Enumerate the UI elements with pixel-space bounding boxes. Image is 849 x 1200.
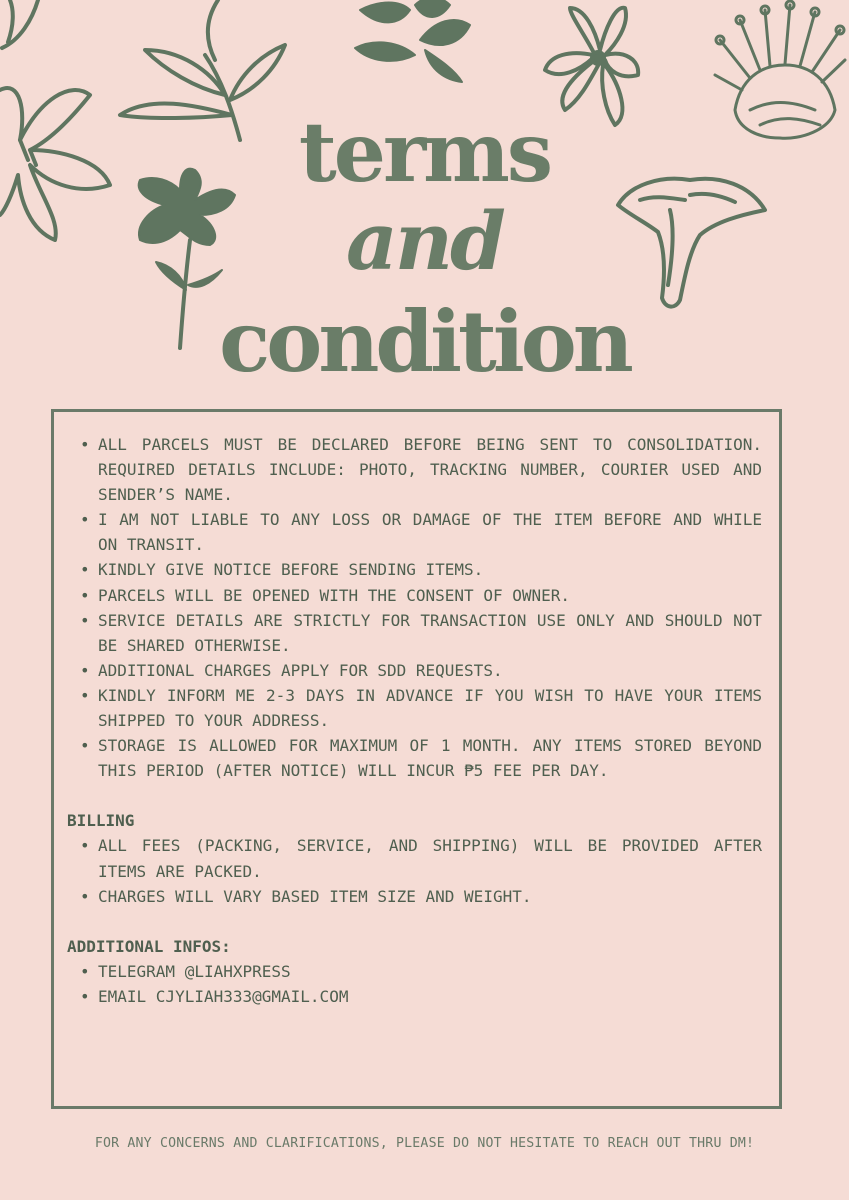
terms-content — [67, 432, 762, 1009]
leaf-icon — [2, 0, 38, 48]
list-item: • CHARGES WILL VARY BASED ITEM SIZE AND WEIGHT. — [67, 884, 762, 909]
list-item: • STORAGE IS ALLOWED FOR MAXIMUM OF 1 MONTH. ANY ITEMS STORED BEYOND THIS PERIOD (AFTER NOTICE) WILL INCUR ₱5 FEE PER DAY. — [67, 733, 762, 783]
list-item: • ALL PARCELS MUST BE DECLARED BEFORE BEING SENT TO CONSOLIDATION. REQUIRED DETAILS INCLUDE: PHOTO, TRACKING NUMBER, COURIER USED AND SENDER’S NAME. — [67, 432, 762, 507]
email-contact: • EMAIL CJYLIAH333@GMAIL.COM — [67, 984, 762, 1009]
leaf-icon — [355, 0, 470, 82]
billing-list — [67, 833, 762, 908]
title-terms: terms — [298, 105, 551, 201]
title-and: and — [346, 194, 503, 288]
list-item: • SERVICE DETAILS ARE STRICTLY FOR TRANSACTION USE ONLY AND SHOULD NOT BE SHARED OTHERWISE. — [67, 608, 762, 658]
list-item: • I AM NOT LIABLE TO ANY LOSS OR DAMAGE OF THE ITEM BEFORE AND WHILE ON TRANSIT. — [67, 507, 762, 557]
list-item: • ALL FEES (PACKING, SERVICE, AND SHIPPING) WILL BE PROVIDED AFTER ITEMS ARE PACKED. — [67, 833, 762, 883]
title-condition: condition — [219, 292, 630, 391]
list-item: • ADDITIONAL CHARGES APPLY FOR SDD REQUESTS. — [67, 658, 762, 683]
additional-infos-heading: ADDITIONAL INFOS: — [67, 936, 231, 956]
telegram-contact: • TELEGRAM @LIAHXPRESS — [67, 959, 762, 984]
billing-heading: BILLING — [67, 811, 135, 831]
footer-note: FOR ANY CONCERNS AND CLARIFICATIONS, PLEASE DO NOT HESITATE TO REACH OUT THRU DM! — [94, 1136, 755, 1151]
additional-infos-list — [67, 959, 762, 1009]
list-item: • PARCELS WILL BE OPENED WITH THE CONSENT OF OWNER. — [67, 583, 762, 608]
list-item: • KINDLY INFORM ME 2-3 DAYS IN ADVANCE IF YOU WISH TO HAVE YOUR ITEMS SHIPPED TO YOUR ADDRESS. — [67, 683, 762, 733]
terms-list — [67, 432, 762, 783]
list-item: • KINDLY GIVE NOTICE BEFORE SENDING ITEMS. — [67, 557, 762, 582]
